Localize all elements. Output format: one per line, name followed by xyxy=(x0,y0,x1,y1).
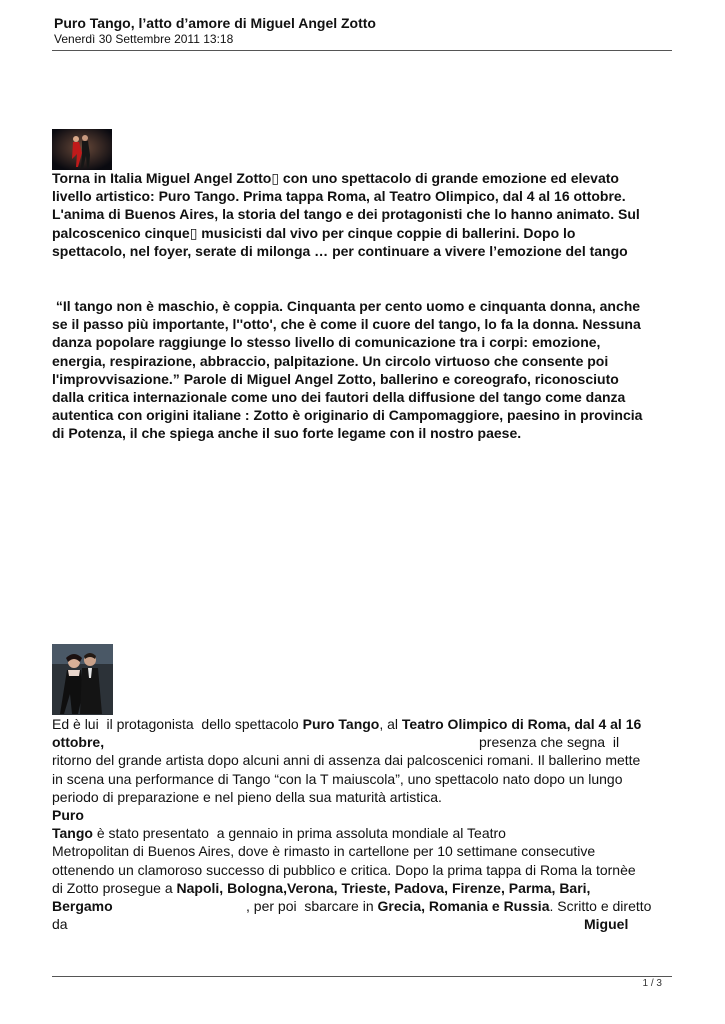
body-text: Ed è lui il protagonista dello spettacolo xyxy=(52,716,303,732)
tour-cities: Napoli, Bologna,Verona, Trieste, Padova, Firenze, Parma, Bari, xyxy=(176,879,591,896)
tour-countries: Grecia, Romania e Russia xyxy=(377,898,550,915)
body-line xyxy=(52,733,672,751)
intro-line: livello artistico: Puro Tango. Prima tappa Roma, al Teatro Olimpico, dal 4 al 16 ottobre. xyxy=(52,188,626,205)
body-line: Metropolitan di Buenos Aires, dove è rimasto in cartellone per 10 settimane consecutive xyxy=(52,843,596,860)
body-paragraph xyxy=(52,715,672,933)
body-line xyxy=(52,715,672,733)
tour-cities: Bergamo xyxy=(52,898,113,915)
intro-line: Torna in Italia Miguel Angel Zotto▯ con uno spettacolo di grande emozione ed elevato xyxy=(52,170,619,186)
body-line xyxy=(52,897,672,915)
show-name: Tango xyxy=(52,825,93,842)
quote-line: se il passo più importante, l''otto', che è come il cuore del tango, lo fa la donna. Nessuna xyxy=(52,316,641,333)
body-line: Puro xyxy=(52,807,84,824)
show-name: Puro Tango xyxy=(302,716,380,732)
intro-line: palcoscenico cinque▯ musicisti dal vivo per cinque coppie di ballerini. Dopo lo xyxy=(52,224,576,241)
body-line: ritorno del grande artista dopo alcuni anni di assenza dai palcoscenici romani. Il ballerino mette xyxy=(52,752,641,769)
quote-line: l'improvvisazione.” Parole di Miguel Angel Zotto, ballerino e coreografo, riconosciuto xyxy=(52,370,619,387)
body-text: . Scritto e diretto xyxy=(549,898,652,915)
body-line xyxy=(52,824,672,842)
body-line: in scena una performance di Tango “con la T maiuscola”, uno spettacolo nato dopo un lungo xyxy=(52,770,623,787)
body-text: , per poi sbarcare in xyxy=(246,898,378,915)
body-text: è stato presentato a gennaio in prima assoluta mondiale al Teatro xyxy=(92,825,506,842)
body-text-bold: ottobre, xyxy=(52,734,105,751)
page-number: 1 / 3 xyxy=(642,978,662,989)
quote-line: energia, respirazione, abbraccio, palpitazione. Un circolo virtuoso che consente poi xyxy=(52,352,609,369)
tango-couple-photo xyxy=(52,644,113,715)
body-text-group xyxy=(246,897,651,915)
quote-line: “Il tango non è maschio, è coppia. Cinquanta per cento uomo e cinquanta donna, anche xyxy=(52,298,641,314)
author-name: Miguel xyxy=(584,916,629,933)
body-text: da xyxy=(52,916,68,933)
tango-dancers-photo-small xyxy=(52,129,112,170)
body-line: ottenendo un clamoroso successo di pubblico e critica. Dopo la prima tappa di Roma la tornèe xyxy=(52,861,636,878)
document-title: Puro Tango, l’atto d’amore di Miguel Angel Zotto xyxy=(54,15,376,31)
body-line: periodo di preparazione e nel pieno della sua maturità artistica. xyxy=(52,788,442,805)
document-date: Venerdì 30 Settembre 2011 13:18 xyxy=(54,32,234,46)
venue-dates: Teatro Olimpico di Roma, dal 4 al 16 xyxy=(401,716,642,732)
intro-line: L'anima di Buenos Aires, la storia del tango e dei protagonisti che lo hanno animato. Sul xyxy=(52,206,640,223)
quote-line: autentica con origini italiane : Zotto è originario di Campomaggiore, paesino in provincia xyxy=(52,407,643,424)
header-rule xyxy=(52,50,672,51)
body-text: di Zotto prosegue a xyxy=(52,879,177,896)
page-header xyxy=(54,14,674,47)
quote-line: di Potenza, il che spiega anche il suo forte legame con il nostro paese. xyxy=(52,425,522,442)
quote-line: dalla critica internazionale come uno dei fautori della diffusione del tango come danza xyxy=(52,389,626,406)
body-line xyxy=(52,915,672,933)
intro-line: spettacolo, nel foyer, serate di milonga … per continuare a vivere l’emozione del tango xyxy=(52,242,628,259)
footer-rule xyxy=(52,976,672,977)
quote-line: danza popolare raggiunge lo stesso livello di comunicazione tra i corpi: emozione, xyxy=(52,334,601,351)
body-text: , al xyxy=(379,716,402,732)
body-line xyxy=(52,879,672,897)
intro-paragraph xyxy=(52,169,672,260)
body-text: presenza che segna il xyxy=(479,734,620,751)
quote-paragraph xyxy=(52,297,672,443)
